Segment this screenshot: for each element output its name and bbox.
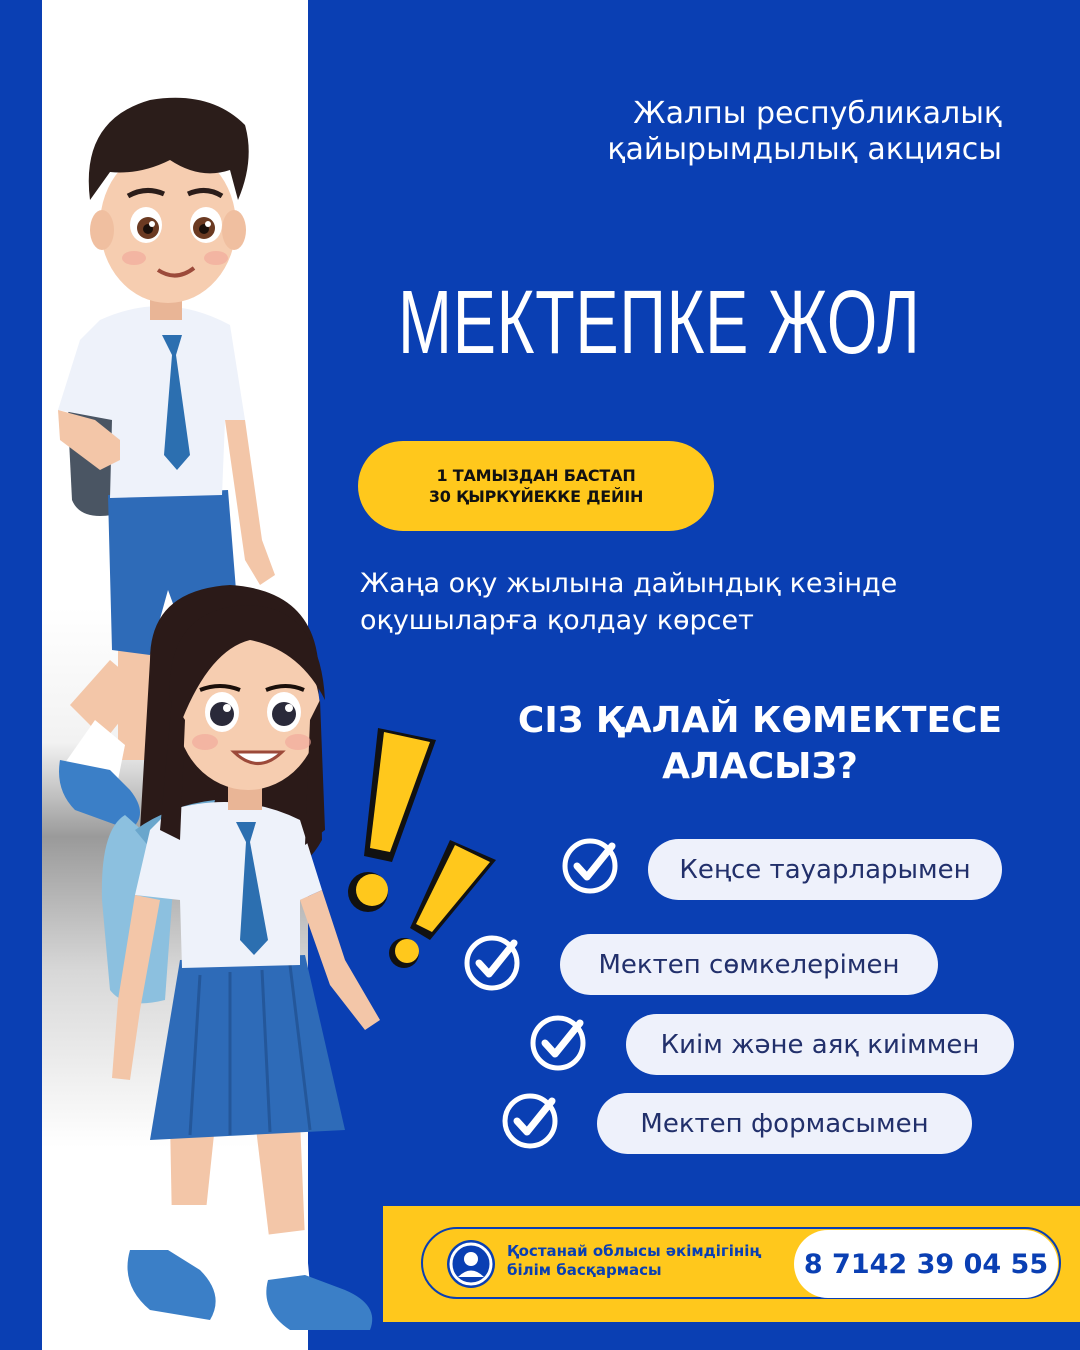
exclamation-marks: [348, 728, 496, 968]
question-line-1: СІЗ ҚАЛАЙ КӨМЕКТЕСЕ: [517, 700, 1003, 741]
checkmark-icon: [462, 933, 522, 993]
page-title: МЕКТЕПКЕ ЖОЛ: [398, 273, 921, 373]
option-school-uniform: [597, 1093, 972, 1154]
organization-name: [507, 1242, 797, 1280]
option-school-bags: [560, 934, 938, 995]
org-line-1: Қостанай облысы әкімдігінің: [507, 1242, 762, 1260]
help-question-heading: [480, 698, 1040, 790]
date-line-1: 1 ТАМЫЗДАН БАСТАП: [436, 466, 636, 485]
question-line-2: АЛАСЫЗ?: [662, 746, 858, 787]
contact-footer: [383, 1206, 1080, 1322]
option-label: Киім және аяқ киіммен: [660, 1029, 980, 1060]
subtitle-line-1: Жалпы республикалық: [633, 96, 1002, 131]
checkmark-icon: [560, 836, 620, 896]
description-text: [360, 565, 1000, 639]
description-line-2: оқушыларға қолдау көрсет: [360, 605, 754, 636]
description-line-1: Жаңа оқу жылына дайындық кезінде: [360, 568, 898, 599]
phone-number[interactable]: 8 7142 39 04 55: [794, 1230, 1058, 1298]
option-office-supplies: [648, 839, 1002, 900]
option-clothes-shoes: [626, 1014, 1014, 1075]
checkmark-icon: [528, 1013, 588, 1073]
option-label: Кеңсе тауарларымен: [679, 854, 971, 885]
date-line-2: 30 ҚЫРКҮЙЕККЕ ДЕЙІН: [428, 487, 644, 506]
org-line-2: білім басқармасы: [507, 1261, 662, 1279]
checkmark-icon: [500, 1091, 560, 1151]
option-label: Мектеп сөмкелерімен: [598, 949, 900, 980]
subtitle-line-2: қайырымдылық акциясы: [607, 132, 1002, 167]
date-range-badge: [358, 441, 714, 531]
option-label: Мектеп формасымен: [640, 1108, 929, 1139]
campaign-subtitle: [442, 96, 1002, 168]
user-icon: [447, 1240, 495, 1288]
